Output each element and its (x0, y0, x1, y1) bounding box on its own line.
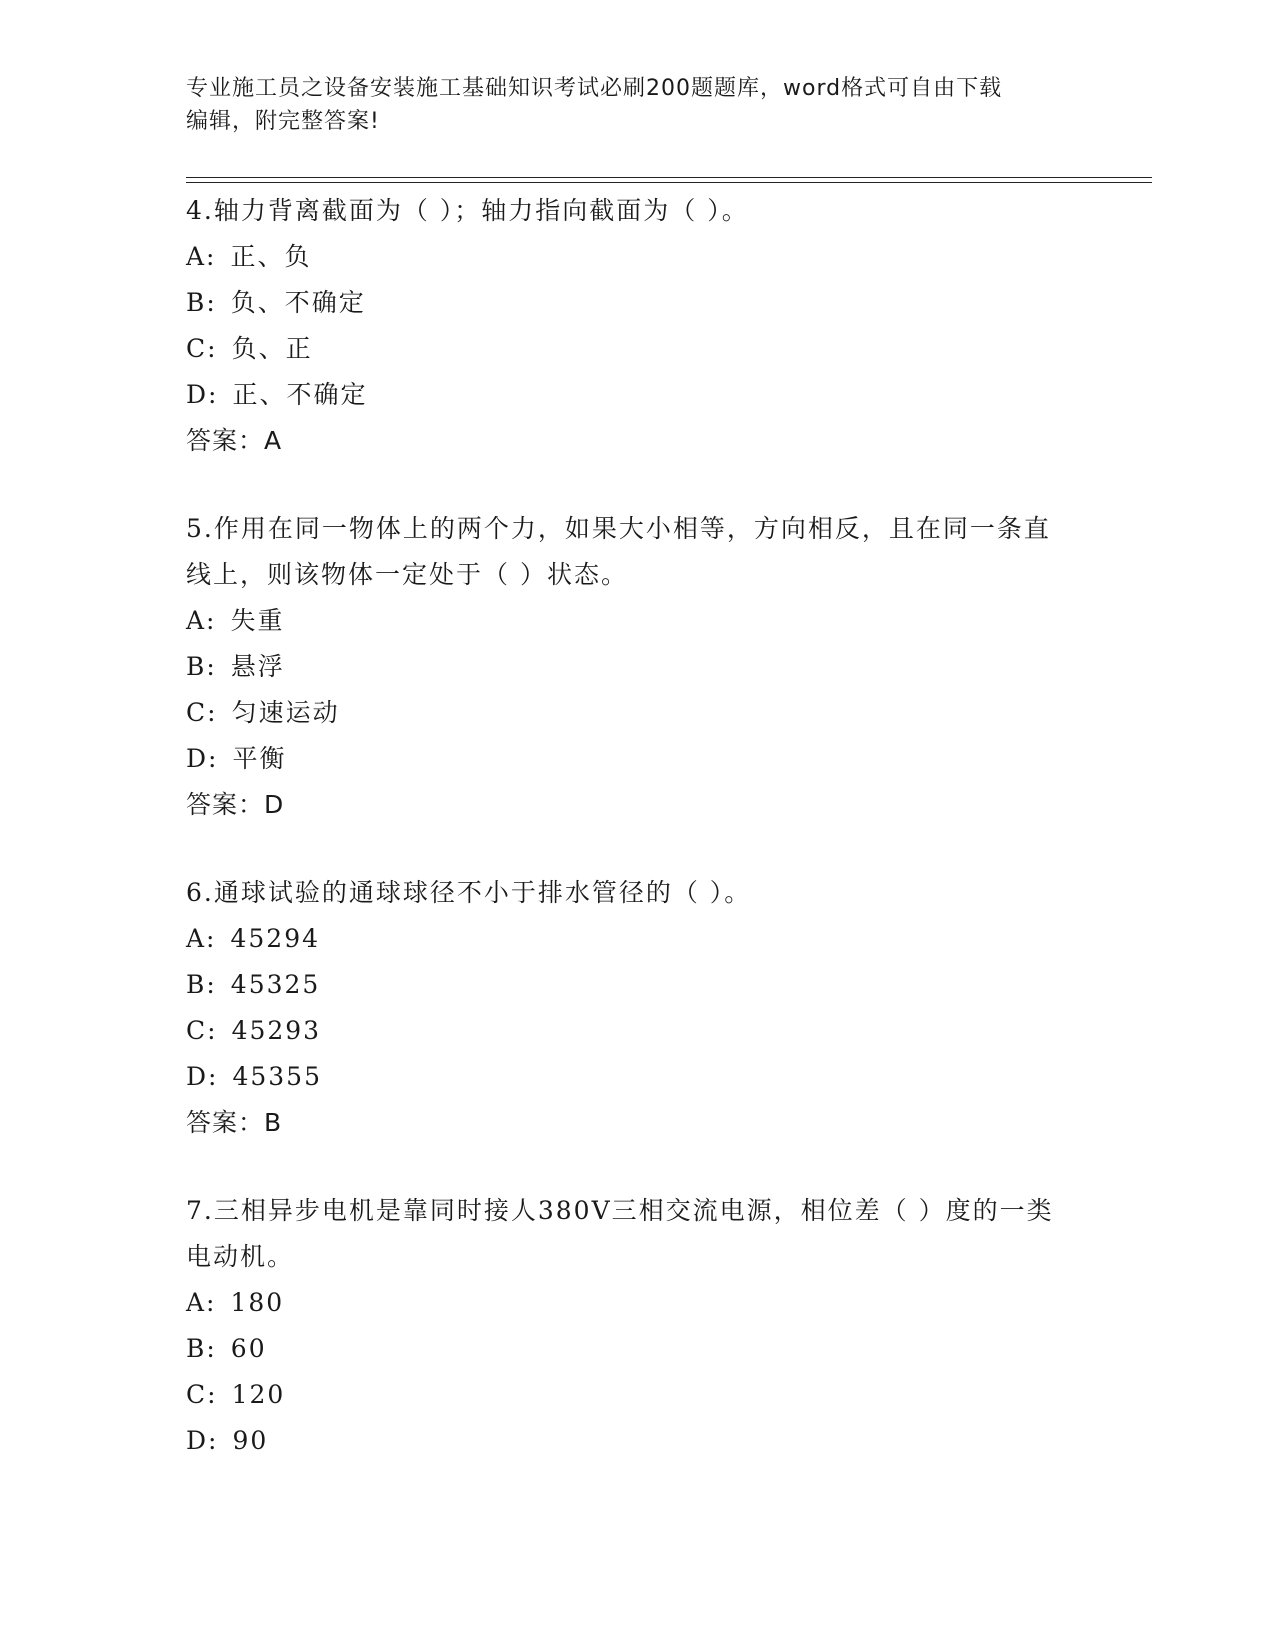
option-letter: D: (186, 744, 219, 773)
option-letter: D: (186, 1062, 219, 1091)
question-stem: 5.作用在同一物体上的两个力，如果大小相等，方向相反，且在同一条直线上，则该物体一定处于（ ）状态。 (186, 514, 1051, 589)
header-line-2: 编辑，附完整答案! (186, 109, 380, 134)
option-c (186, 1008, 1066, 1054)
question-list (186, 188, 1066, 1506)
option-text: 90 (232, 1426, 269, 1455)
option-b (186, 962, 1066, 1008)
option-letter: A: (186, 924, 217, 953)
option-letter: C: (186, 698, 218, 727)
document-header (186, 72, 1066, 138)
option-b (186, 280, 1066, 326)
option-c (186, 326, 1066, 372)
option-text: 120 (231, 1380, 286, 1409)
option-letter: A: (186, 606, 217, 635)
question-4 (186, 188, 1066, 464)
option-letter: B: (186, 970, 217, 999)
answer-line: 答案：B (186, 1108, 283, 1137)
option-letter: A: (186, 1288, 217, 1317)
option-letter: D: (186, 1426, 219, 1455)
option-letter: C: (186, 1016, 218, 1045)
option-a (186, 916, 1066, 962)
option-b (186, 1326, 1066, 1372)
option-c (186, 1372, 1066, 1418)
question-7 (186, 1188, 1066, 1464)
option-d (186, 736, 1066, 782)
option-a (186, 598, 1066, 644)
header-line-1: 专业施工员之设备安装施工基础知识考试必刷200题题库，word格式可自由下载 (186, 76, 1003, 101)
answer-line: 答案：D (186, 790, 285, 819)
option-text: 正、负 (230, 242, 312, 271)
option-text: 负、不确定 (230, 288, 366, 317)
option-text: 失重 (230, 606, 285, 635)
question-6 (186, 870, 1066, 1146)
option-letter: A: (186, 242, 217, 271)
header-divider-bottom (186, 182, 1152, 183)
option-text: 匀速运动 (231, 698, 340, 727)
option-letter: C: (186, 1380, 218, 1409)
option-letter: D: (186, 380, 219, 409)
option-text: 45355 (232, 1062, 322, 1091)
option-letter: B: (186, 288, 217, 317)
header-divider-top (186, 177, 1152, 178)
option-letter: B: (186, 652, 217, 681)
question-5 (186, 506, 1066, 828)
option-text: 60 (230, 1334, 267, 1363)
question-stem: 4.轴力背离截面为（ ）；轴力指向截面为（ ）。 (186, 196, 749, 225)
option-letter: B: (186, 1334, 217, 1363)
question-stem: 6.通球试验的通球球径不小于排水管径的（ ）。 (186, 878, 752, 907)
answer-line: 答案：A (186, 426, 283, 455)
option-text: 45293 (231, 1016, 322, 1045)
option-d (186, 372, 1066, 418)
option-d (186, 1418, 1066, 1464)
option-text: 平衡 (232, 744, 287, 773)
option-d (186, 1054, 1066, 1100)
option-text: 正、不确定 (232, 380, 368, 409)
option-text: 悬浮 (230, 652, 285, 681)
option-text: 45294 (230, 924, 321, 953)
option-text: 45325 (230, 970, 321, 999)
question-stem: 7.三相异步电机是靠同时接人380V三相交流电源，相位差（ ）度的一类电动机。 (186, 1196, 1054, 1271)
option-a (186, 234, 1066, 280)
option-b (186, 644, 1066, 690)
option-c (186, 690, 1066, 736)
option-text: 负、正 (231, 334, 313, 363)
option-letter: C: (186, 334, 218, 363)
option-a (186, 1280, 1066, 1326)
option-text: 180 (230, 1288, 285, 1317)
